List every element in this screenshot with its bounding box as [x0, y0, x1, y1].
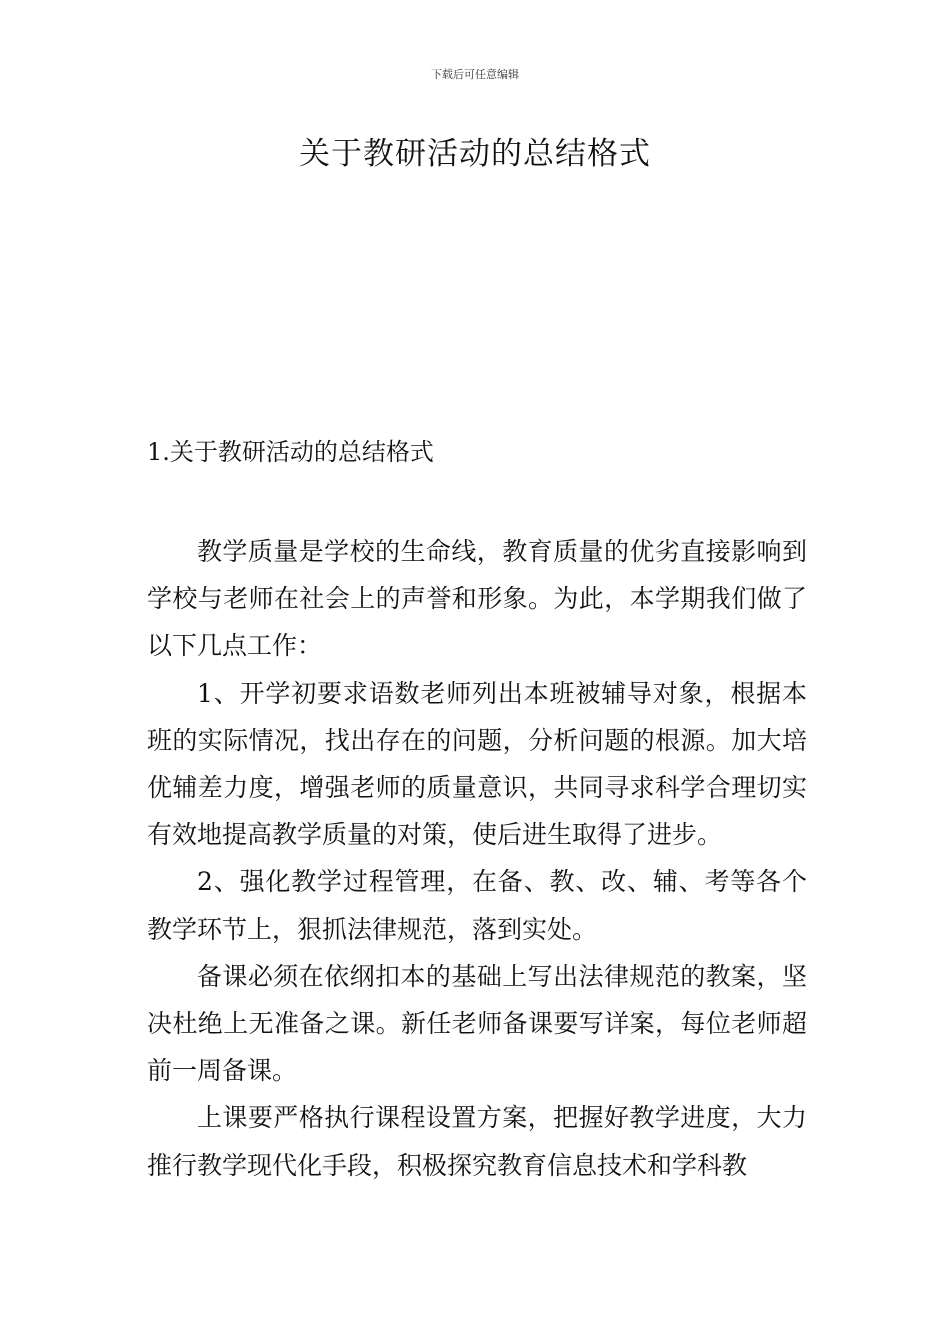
paragraph: 2、强化教学过程管理，在备、教、改、辅、考等各个教学环节上，狠抓法律规范，落到实处。	[147, 867, 807, 944]
header-note: 下载后可任意编辑	[431, 68, 519, 81]
document-title: 关于教研活动的总结格式	[299, 136, 651, 172]
paragraph: 上课要严格执行课程设置方案，把握好教学进度，大力推行教学现代化手段，积极探究教育信息技术和学科教	[147, 1103, 807, 1180]
paragraph: 1、开学初要求语数老师列出本班被辅导对象，根据本班的实际情况，找出存在的问题，分析问题的根源。加大培优辅差力度，增强老师的质量意识，共同寻求科学合理切实有效地提高教学质量的对策，使后进生取得了进步。	[147, 678, 807, 850]
section-heading: 1.关于教研活动的总结格式	[147, 438, 434, 466]
body-text	[147, 528, 807, 1189]
paragraph: 备课必须在依纲扣本的基础上写出法律规范的教案，坚决杜绝上无准备之课。新任老师备课要写详案，每位老师超前一周备课。	[147, 961, 807, 1086]
paragraph: 教学质量是学校的生命线，教育质量的优劣直接影响到学校与老师在社会上的声誉和形象。为此，本学期我们做了以下几点工作：	[147, 537, 807, 661]
